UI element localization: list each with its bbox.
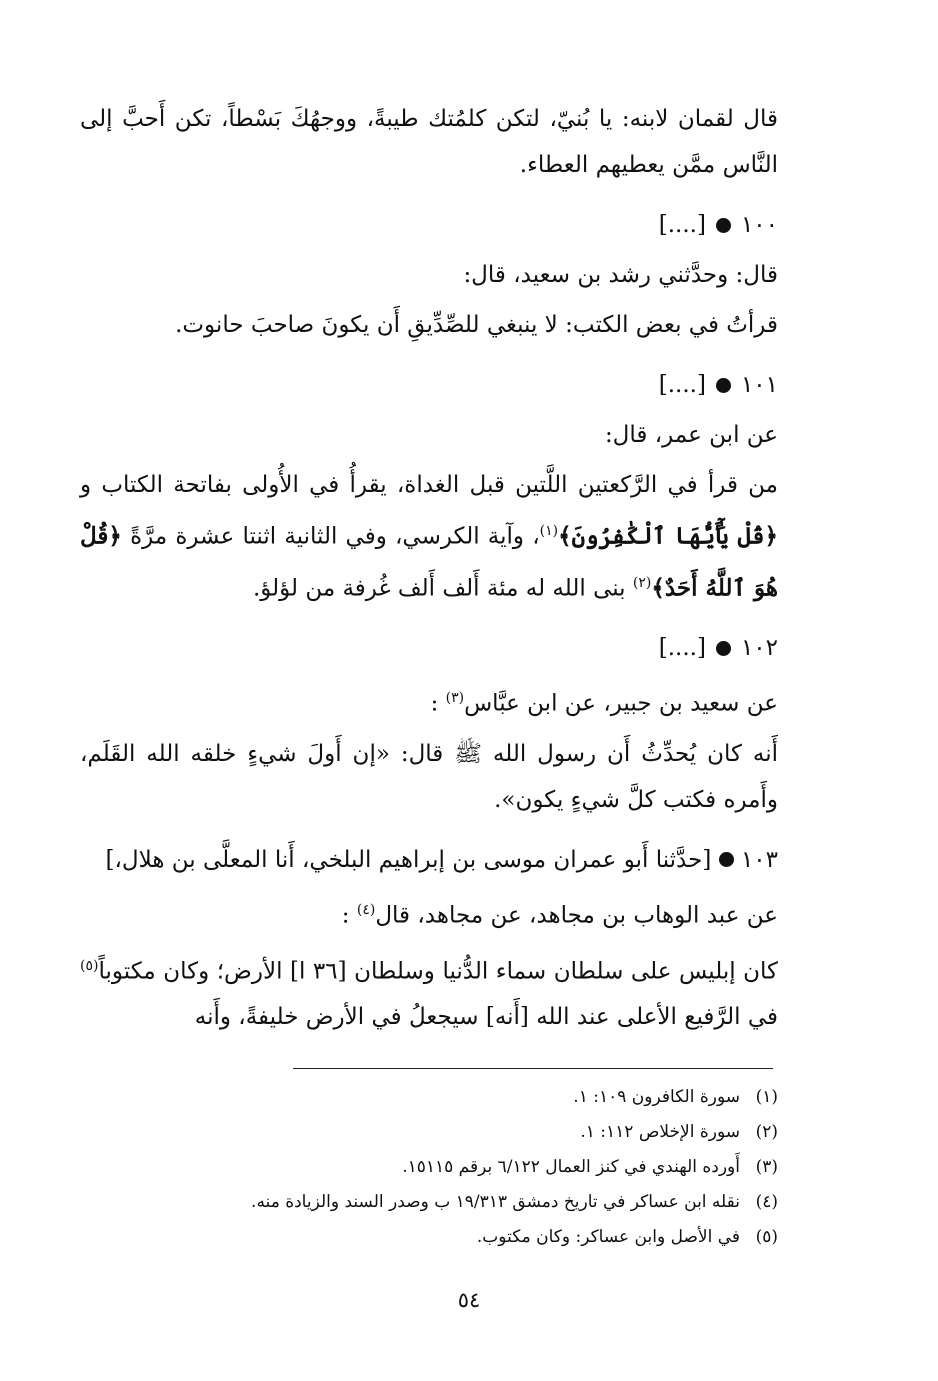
footnote-ref-2: (٢) bbox=[632, 574, 652, 591]
hadith-100-heading bbox=[80, 202, 778, 248]
hadith-103-text-b: في الرَّفيع الأعلى عند الله [أَنه] سيجعلُ في الأرض خليفةً، وأَنه bbox=[194, 1004, 778, 1031]
footnote-item bbox=[120, 1115, 778, 1150]
footnote-ref-3: (٣) bbox=[445, 690, 465, 707]
footnote-divider bbox=[293, 1068, 773, 1069]
footnote-item bbox=[120, 1150, 778, 1185]
hadith-103-chain-text: عن عبد الوهاب بن مجاهد، عن مجاهد، قال bbox=[375, 902, 778, 929]
page-body bbox=[80, 96, 778, 1054]
hadith-103-chain bbox=[80, 887, 778, 939]
footnote-item bbox=[120, 1185, 778, 1220]
hadith-103-heading-text: [حدَّثنا أَبو عمران موسى بن إبراهيم البلخي، أَنا المعلَّى بن هلال،] bbox=[105, 846, 712, 873]
footnotes bbox=[120, 1080, 778, 1255]
hadith-102-heading bbox=[80, 625, 778, 671]
footnote-number: (٥) bbox=[755, 1227, 778, 1247]
intro-paragraph: قال لقمان لابنه: يا بُنيّ، لتكن كلمُتك طيبةً، ووجهُكَ بَسْطاً، تكن أَحبَّ إلى النَّاس ممَّن يعطيهم العطاء. bbox=[80, 106, 778, 178]
hadith-102-number: ١٠٢ bbox=[740, 635, 778, 662]
quran-verse-ikhlas: ﴿قُلْ هُوَ ٱللَّهُ أَحَدٌ﴾ bbox=[80, 522, 778, 602]
footnote-text: سورة الكافرون ١٠٩: ١. bbox=[573, 1087, 740, 1107]
footnote-text: سورة الإخلاص ١١٢: ١. bbox=[580, 1122, 740, 1142]
hadith-103-chain-end: : bbox=[341, 902, 350, 929]
bullet-icon bbox=[716, 218, 731, 233]
hadith-103-heading bbox=[80, 837, 778, 883]
hadith-103-text bbox=[80, 943, 778, 1041]
hadith-103-text-a: كان إبليس على سلطان سماء الدُّنيا وسلطان [٣٦ ا] الأرض؛ وكان مكتوباً bbox=[98, 958, 778, 985]
hadith-101-heading bbox=[80, 362, 778, 408]
footnote-text: أَورده الهندي في كنز العمال ٦/١٢٢ برقم ١٥١١٥. bbox=[402, 1157, 740, 1177]
page-number: ٥٤ bbox=[457, 1288, 481, 1312]
hadith-102-text: أَنه كان يُحدِّثُ أَن رسول الله ﷺ قال: «إن أَولَ شيءٍ خلقه الله القَلَم، وأَمره فكتب كلَّ شيءٍ يكون». bbox=[80, 740, 778, 813]
hadith-100-number: ١٠٠ bbox=[740, 212, 778, 238]
hadith-102-chain-end: : bbox=[430, 690, 439, 717]
hadith-101-text-c: بنى الله له مئة أَلف أَلف غُرفة من لؤلؤ. bbox=[252, 575, 626, 602]
hadith-101-text-a: من قرأ في الرَّكعتين اللَّتين قبل الغداة، يقرأُ في الأُولى بفاتحة الكتاب و bbox=[80, 472, 778, 498]
hadith-101-number: ١٠١ bbox=[740, 372, 778, 398]
footnote-number: (٤) bbox=[755, 1192, 778, 1212]
footnote-number: (٣) bbox=[755, 1157, 778, 1177]
hadith-101-brackets: [....] bbox=[658, 372, 706, 398]
hadith-100-chain: قال: وحدَّثني رشد بن سعيد، قال: bbox=[463, 262, 778, 288]
quran-verse-kafirun: ﴿قُلْ يَٰٓأَيُّهَا ٱلْكَٰفِرُونَ﴾ bbox=[558, 522, 779, 550]
bullet-icon bbox=[719, 852, 734, 867]
footnote-ref-4: (٤) bbox=[356, 901, 376, 918]
hadith-103-number: ١٠٣ bbox=[740, 846, 778, 873]
footnote-text: في الأصل وابن عساكر: وكان مكتوب. bbox=[476, 1227, 740, 1247]
hadith-102-chain-text: عن سعيد بن جبير، عن ابن عبَّاس bbox=[464, 690, 778, 717]
hadith-100-brackets: [....] bbox=[658, 212, 706, 238]
footnote-item bbox=[120, 1080, 778, 1115]
hadith-101-chain: عن ابن عمر، قال: bbox=[604, 422, 778, 448]
footnote-text: نقله ابن عساكر في تاريخ دمشق ١٩/٣١٣ ب وصدر السند والزيادة منه. bbox=[251, 1192, 740, 1212]
hadith-101-text bbox=[80, 462, 778, 611]
hadith-101-text-b: ، وآية الكرسي، وفي الثانية اثنتا عشرة مرَّةً bbox=[130, 523, 540, 550]
footnote-item bbox=[120, 1220, 778, 1255]
hadith-100-text: قرأتُ في بعض الكتب: لا ينبغي للصِّدِّيقِ أَن يكونَ صاحبَ حانوت. bbox=[175, 312, 778, 338]
footnote-number: (١) bbox=[755, 1087, 778, 1107]
hadith-102-chain bbox=[80, 675, 778, 727]
hadith-102-brackets: [....] bbox=[658, 635, 706, 662]
footnote-number: (٢) bbox=[755, 1122, 778, 1142]
bullet-icon bbox=[716, 641, 731, 656]
bullet-icon bbox=[716, 378, 731, 393]
footnote-ref-1: (١) bbox=[539, 523, 559, 539]
footnote-ref-5: (٥) bbox=[80, 957, 99, 974]
